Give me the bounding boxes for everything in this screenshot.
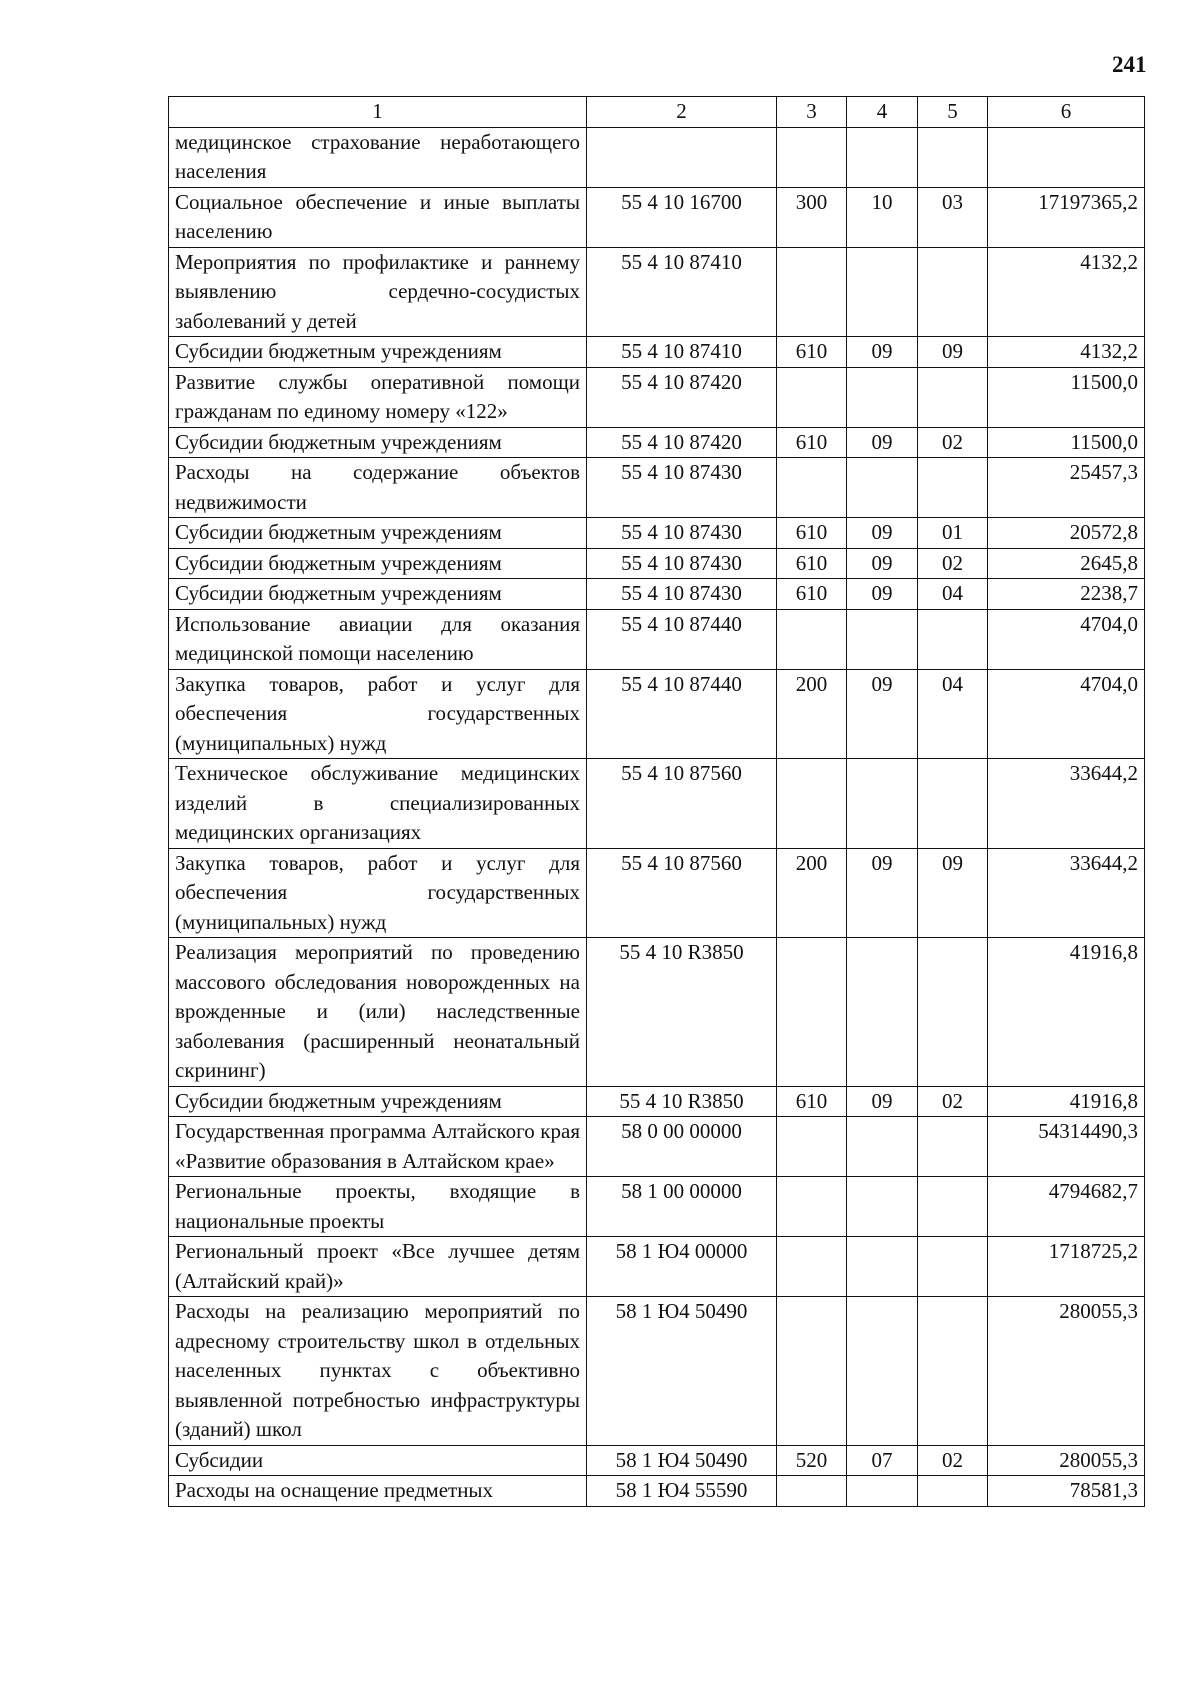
target-code-cell: 58 0 00 00000 <box>587 1117 777 1177</box>
item-name-cell: Региональный проект «Все лучшее детям (Алтайский край)» <box>169 1237 587 1297</box>
section-cell: 09 <box>847 1086 918 1117</box>
table-row <box>169 609 1145 669</box>
expense-type-cell: 610 <box>777 427 847 458</box>
table-row <box>169 458 1145 518</box>
expense-type-cell <box>777 1117 847 1177</box>
amount-cell: 280055,3 <box>988 1297 1145 1446</box>
target-code-cell: 58 1 00 00000 <box>587 1177 777 1237</box>
table-row <box>169 759 1145 849</box>
expense-type-cell: 610 <box>777 579 847 610</box>
expense-type-cell <box>777 609 847 669</box>
subsection-cell <box>918 938 988 1087</box>
expense-type-cell <box>777 247 847 337</box>
item-name-cell: Субсидии бюджетным учреждениям <box>169 548 587 579</box>
expense-type-cell <box>777 938 847 1087</box>
section-cell: 07 <box>847 1445 918 1476</box>
expense-type-cell: 610 <box>777 518 847 549</box>
header-cell: 2 <box>587 97 777 128</box>
subsection-cell <box>918 1117 988 1177</box>
table-row <box>169 427 1145 458</box>
page-number: 241 <box>1112 52 1147 77</box>
subsection-cell <box>918 247 988 337</box>
table-row <box>169 1297 1145 1446</box>
expense-type-cell <box>777 1237 847 1297</box>
section-cell <box>847 938 918 1087</box>
section-cell <box>847 609 918 669</box>
table-row <box>169 247 1145 337</box>
subsection-cell: 02 <box>918 1086 988 1117</box>
amount-cell: 2645,8 <box>988 548 1145 579</box>
target-code-cell: 55 4 10 R3850 <box>587 1086 777 1117</box>
section-cell <box>847 759 918 849</box>
item-name-cell: медицинское страхование неработающего населения <box>169 127 587 187</box>
section-cell <box>847 1476 918 1507</box>
section-cell: 09 <box>847 518 918 549</box>
amount-cell: 41916,8 <box>988 938 1145 1087</box>
table-row <box>169 669 1145 759</box>
amount-cell: 4132,2 <box>988 247 1145 337</box>
subsection-cell <box>918 1476 988 1507</box>
header-cell: 1 <box>169 97 587 128</box>
amount-cell: 11500,0 <box>988 427 1145 458</box>
expense-type-cell: 300 <box>777 187 847 247</box>
subsection-cell <box>918 1297 988 1446</box>
amount-cell: 33644,2 <box>988 848 1145 938</box>
table-row <box>169 1177 1145 1237</box>
section-cell <box>847 1117 918 1177</box>
section-cell: 09 <box>847 669 918 759</box>
target-code-cell <box>587 127 777 187</box>
expense-type-cell <box>777 1476 847 1507</box>
item-name-cell: Расходы на содержание объектов недвижимости <box>169 458 587 518</box>
item-name-cell: Закупка товаров, работ и услуг для обеспечения государственных (муниципальных) нужд <box>169 669 587 759</box>
expense-type-cell <box>777 127 847 187</box>
expense-type-cell: 610 <box>777 1086 847 1117</box>
amount-cell: 33644,2 <box>988 759 1145 849</box>
item-name-cell: Использование авиации для оказания медицинской помощи населению <box>169 609 587 669</box>
amount-cell: 78581,3 <box>988 1476 1145 1507</box>
table-row <box>169 579 1145 610</box>
section-cell <box>847 247 918 337</box>
section-cell <box>847 1297 918 1446</box>
section-cell: 10 <box>847 187 918 247</box>
subsection-cell <box>918 458 988 518</box>
amount-cell: 1718725,2 <box>988 1237 1145 1297</box>
header-row <box>169 97 1145 128</box>
section-cell <box>847 1237 918 1297</box>
table-row <box>169 548 1145 579</box>
item-name-cell: Социальное обеспечение и иные выплаты населению <box>169 187 587 247</box>
header-cell: 6 <box>988 97 1145 128</box>
expense-type-cell <box>777 458 847 518</box>
expense-type-cell: 200 <box>777 669 847 759</box>
header-cell: 4 <box>847 97 918 128</box>
subsection-cell <box>918 367 988 427</box>
budget-table <box>168 96 1145 1507</box>
amount-cell: 25457,3 <box>988 458 1145 518</box>
amount-cell: 4704,0 <box>988 609 1145 669</box>
target-code-cell: 55 4 10 87430 <box>587 518 777 549</box>
amount-cell: 2238,7 <box>988 579 1145 610</box>
header-cell: 5 <box>918 97 988 128</box>
target-code-cell: 55 4 10 87560 <box>587 848 777 938</box>
table-row <box>169 848 1145 938</box>
expense-type-cell <box>777 759 847 849</box>
amount-cell <box>988 127 1145 187</box>
section-cell <box>847 1177 918 1237</box>
table-row <box>169 1237 1145 1297</box>
subsection-cell <box>918 127 988 187</box>
item-name-cell: Субсидии бюджетным учреждениям <box>169 337 587 368</box>
target-code-cell: 55 4 10 R3850 <box>587 938 777 1087</box>
table-row <box>169 1476 1145 1507</box>
section-cell <box>847 458 918 518</box>
table-row <box>169 938 1145 1087</box>
item-name-cell: Закупка товаров, работ и услуг для обеспечения государственных (муниципальных) нужд <box>169 848 587 938</box>
target-code-cell: 55 4 10 87430 <box>587 458 777 518</box>
amount-cell: 4704,0 <box>988 669 1145 759</box>
target-code-cell: 55 4 10 87420 <box>587 427 777 458</box>
subsection-cell: 02 <box>918 548 988 579</box>
table-row <box>169 518 1145 549</box>
item-name-cell: Реализация мероприятий по проведению массового обследования новорожденных на врожденные и (или) наследственные заболевания (расширенный неонатальный скрининг) <box>169 938 587 1087</box>
amount-cell: 11500,0 <box>988 367 1145 427</box>
section-cell <box>847 127 918 187</box>
table-row <box>169 1445 1145 1476</box>
subsection-cell: 09 <box>918 337 988 368</box>
item-name-cell: Государственная программа Алтайского края «Развитие образования в Алтайском крае» <box>169 1117 587 1177</box>
section-cell <box>847 367 918 427</box>
amount-cell: 20572,8 <box>988 518 1145 549</box>
amount-cell: 41916,8 <box>988 1086 1145 1117</box>
subsection-cell <box>918 759 988 849</box>
item-name-cell: Субсидии <box>169 1445 587 1476</box>
target-code-cell: 55 4 10 87410 <box>587 337 777 368</box>
expense-type-cell <box>777 1297 847 1446</box>
subsection-cell: 04 <box>918 669 988 759</box>
amount-cell: 4794682,7 <box>988 1177 1145 1237</box>
target-code-cell: 58 1 Ю4 00000 <box>587 1237 777 1297</box>
amount-cell: 54314490,3 <box>988 1117 1145 1177</box>
target-code-cell: 55 4 10 87410 <box>587 247 777 337</box>
subsection-cell <box>918 1237 988 1297</box>
subsection-cell: 03 <box>918 187 988 247</box>
amount-cell: 280055,3 <box>988 1445 1145 1476</box>
item-name-cell: Субсидии бюджетным учреждениям <box>169 579 587 610</box>
table-row <box>169 127 1145 187</box>
header-cell: 3 <box>777 97 847 128</box>
expense-type-cell: 610 <box>777 337 847 368</box>
target-code-cell: 55 4 10 87430 <box>587 579 777 610</box>
section-cell: 09 <box>847 579 918 610</box>
item-name-cell: Субсидии бюджетным учреждениям <box>169 518 587 549</box>
table-row <box>169 367 1145 427</box>
target-code-cell: 58 1 Ю4 55590 <box>587 1476 777 1507</box>
target-code-cell: 55 4 10 16700 <box>587 187 777 247</box>
expense-type-cell <box>777 367 847 427</box>
table-row <box>169 1086 1145 1117</box>
subsection-cell: 09 <box>918 848 988 938</box>
item-name-cell: Региональные проекты, входящие в национальные проекты <box>169 1177 587 1237</box>
expense-type-cell: 520 <box>777 1445 847 1476</box>
expense-type-cell: 610 <box>777 548 847 579</box>
subsection-cell <box>918 609 988 669</box>
target-code-cell: 55 4 10 87440 <box>587 609 777 669</box>
target-code-cell: 58 1 Ю4 50490 <box>587 1297 777 1446</box>
table-row <box>169 187 1145 247</box>
item-name-cell: Мероприятия по профилактике и раннему выявлению сердечно-сосудистых заболеваний у детей <box>169 247 587 337</box>
subsection-cell <box>918 1177 988 1237</box>
target-code-cell: 58 1 Ю4 50490 <box>587 1445 777 1476</box>
target-code-cell: 55 4 10 87560 <box>587 759 777 849</box>
item-name-cell: Расходы на реализацию мероприятий по адресному строительству школ в отдельных населенных пунктах с объективно выявленной потребностью инфраструктуры (зданий) школ <box>169 1297 587 1446</box>
subsection-cell: 02 <box>918 427 988 458</box>
item-name-cell: Расходы на оснащение предметных <box>169 1476 587 1507</box>
target-code-cell: 55 4 10 87420 <box>587 367 777 427</box>
target-code-cell: 55 4 10 87430 <box>587 548 777 579</box>
amount-cell: 17197365,2 <box>988 187 1145 247</box>
subsection-cell: 02 <box>918 1445 988 1476</box>
amount-cell: 4132,2 <box>988 337 1145 368</box>
section-cell: 09 <box>847 548 918 579</box>
item-name-cell: Субсидии бюджетным учреждениям <box>169 427 587 458</box>
subsection-cell: 01 <box>918 518 988 549</box>
item-name-cell: Техническое обслуживание медицинских изделий в специализированных медицинских организациях <box>169 759 587 849</box>
table-body <box>169 127 1145 1506</box>
expense-type-cell: 200 <box>777 848 847 938</box>
item-name-cell: Развитие службы оперативной помощи гражданам по единому номеру «122» <box>169 367 587 427</box>
subsection-cell: 04 <box>918 579 988 610</box>
section-cell: 09 <box>847 337 918 368</box>
section-cell: 09 <box>847 427 918 458</box>
expense-type-cell <box>777 1177 847 1237</box>
section-cell: 09 <box>847 848 918 938</box>
item-name-cell: Субсидии бюджетным учреждениям <box>169 1086 587 1117</box>
target-code-cell: 55 4 10 87440 <box>587 669 777 759</box>
table-row <box>169 337 1145 368</box>
table-row <box>169 1117 1145 1177</box>
